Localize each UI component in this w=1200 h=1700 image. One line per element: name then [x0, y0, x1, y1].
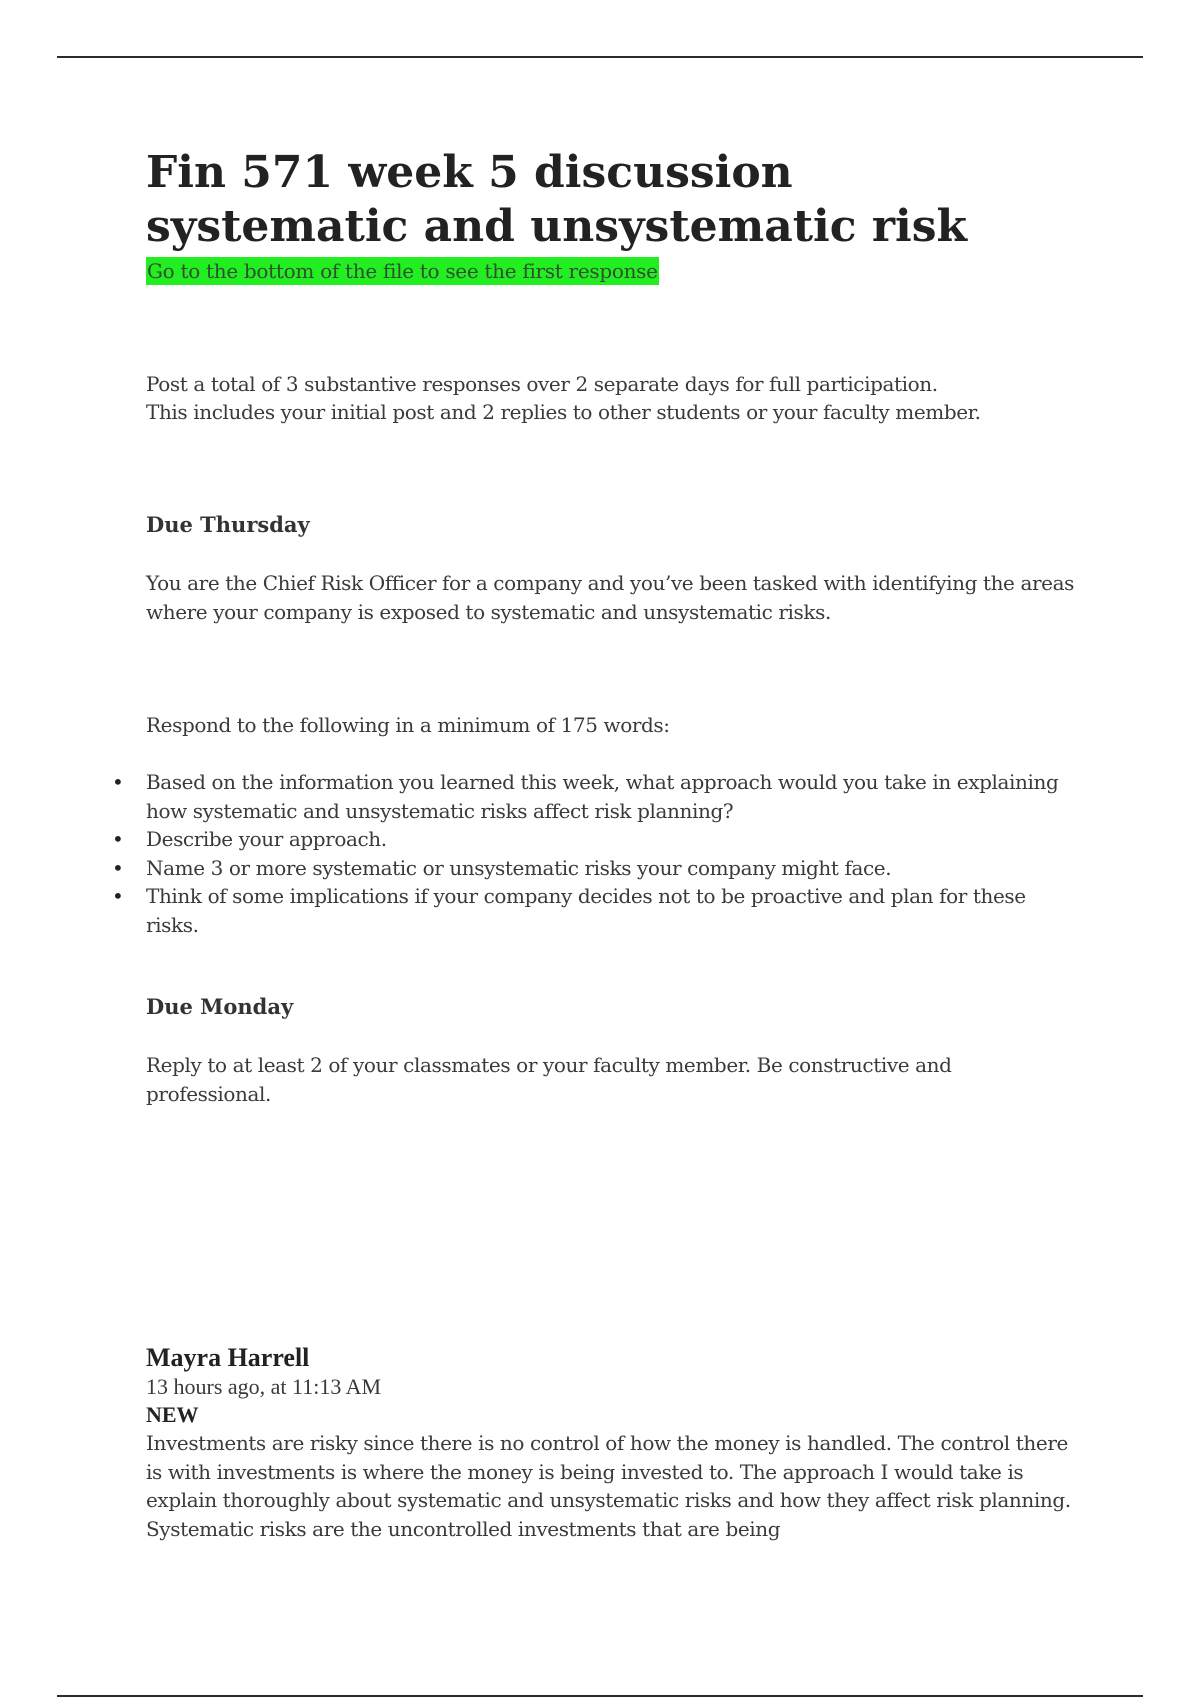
list-item [112, 854, 1076, 883]
due-thursday-prompt: You are the Chief Risk Officer for a company and you’ve been tasked with identifying the areas where your company is exposed to systematic and unsystematic risks. [146, 571, 1074, 624]
due-thursday-heading: Due Thursday [146, 512, 310, 537]
bullet-icon: • [112, 770, 124, 794]
due-monday-prompt: Reply to at least 2 of your classmates or your faculty member. Be constructive and professional. [146, 1053, 952, 1106]
bottom-rule [57, 1695, 1143, 1697]
bullet-icon: • [112, 884, 124, 908]
participation-line-1: Post a total of 3 substantive responses over 2 separate days for full participation. [146, 372, 938, 396]
new-badge: NEW [146, 1402, 199, 1427]
list-item-text: Name 3 or more systematic or unsystematic risks your company might face. [146, 855, 892, 880]
list-item-text: Think of some implications if your company decides not to be proactive and plan for these risks. [146, 884, 1026, 937]
participation-line-2: This includes your initial post and 2 replies to other students or your faculty member. [146, 400, 981, 424]
response-timestamp: 13 hours ago, at 11:13 AM [146, 1374, 382, 1399]
bullet-icon: • [112, 855, 124, 880]
response-body: Investments are risky since there is no control of how the money is handled. The control there is with investments is where the money is being invested to. The approach I would take is explain thoroughly about systematic and unsystematic risks and how they affect risk planning. Systematic risks are the uncontrolled investments that are being [146, 1431, 1071, 1541]
document-title: Fin 571 week 5 discussion systematic and unsystematic risk [146, 147, 968, 252]
list-item [112, 825, 1076, 854]
due-thursday-instruction: Respond to the following in a minimum of 175 words: [146, 713, 670, 737]
list-item-text: Describe your approach. [146, 827, 387, 851]
due-monday-heading: Due Monday [146, 994, 294, 1019]
list-item [112, 882, 1076, 939]
list-item [112, 768, 1076, 825]
top-rule [57, 56, 1143, 58]
response-author: Mayra Harrell [146, 1343, 310, 1372]
bullet-icon: • [112, 827, 124, 851]
list-item-text: Based on the information you learned this week, what approach would you take in explaining how systematic and unsystematic risks affect risk planning? [146, 770, 1059, 823]
highlighted-note: Go to the bottom of the file to see the first response [147, 259, 658, 283]
requirements-list [112, 768, 1076, 939]
